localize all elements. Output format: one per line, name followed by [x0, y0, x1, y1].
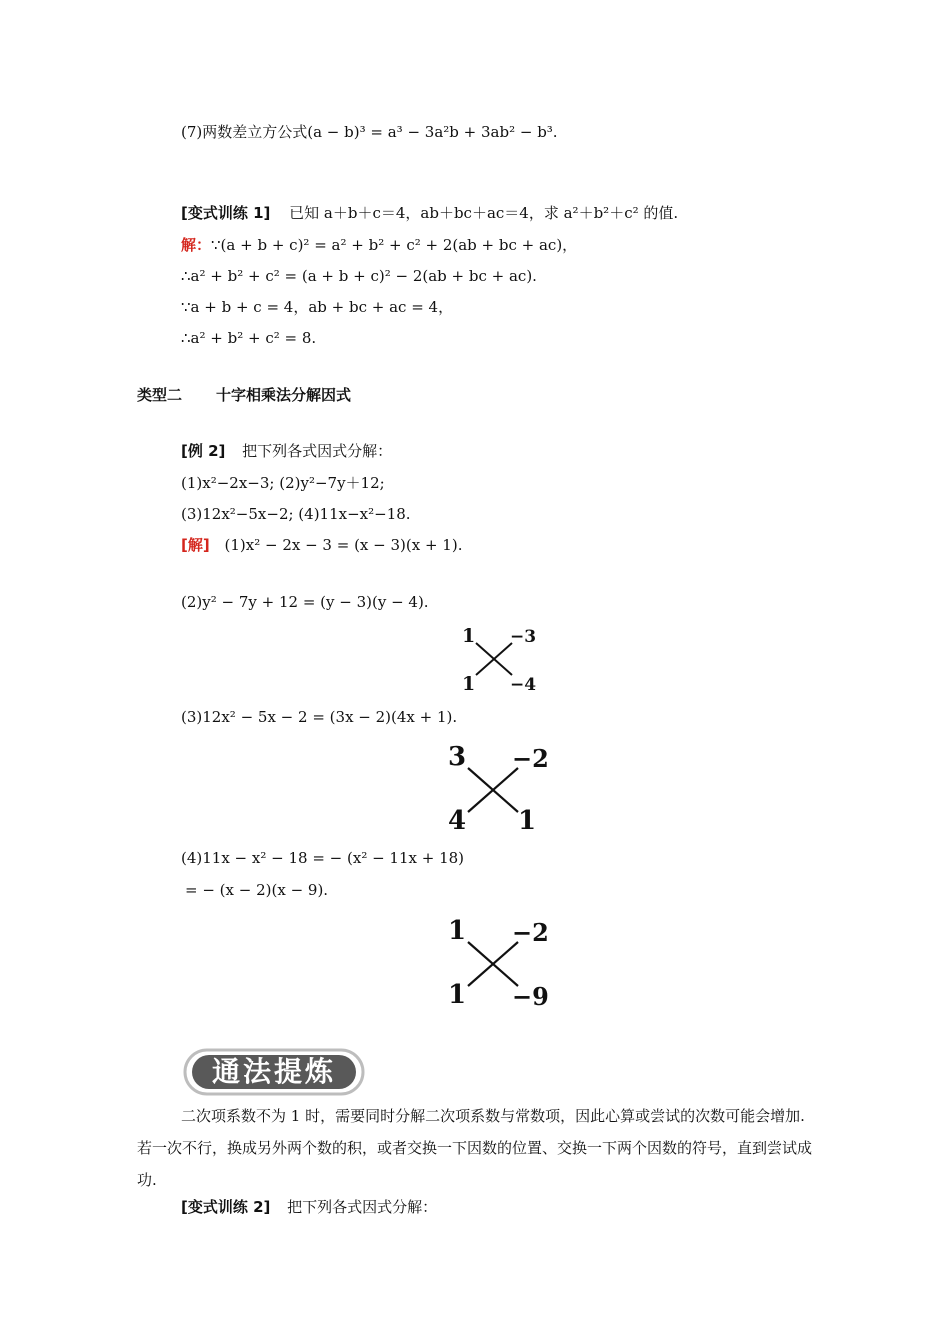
cross-1-top-right: −3 [510, 627, 537, 647]
cross-2-top-left: 3 [448, 742, 467, 772]
cross-diagram-3 [446, 916, 550, 1012]
variant-2-question: 把下列各式因式分解： [287, 1198, 438, 1216]
variant-1-solution-line-1 [181, 235, 577, 255]
example-2-label: [例 2] [181, 442, 226, 460]
method-summary-badge [183, 1046, 367, 1098]
method-paragraph: 二次项系数不为 1 时，需要同时分解二次项系数与常数项，因此心算或尝试的次数可能会增加.若一次不行，换成另外两个数的积，或者交换一下因数的位置、交换一下两个因数的符号，直到尝试成功. [137, 1107, 813, 1189]
variant-1-solution-line-3: ∵a + b + c = 4，ab + bc + ac = 4， [181, 298, 454, 316]
cross-3-bottom-right: −9 [512, 982, 549, 1011]
variant-1-solution-line-2: ∴a² + b² + c² = (a + b + c)² − 2(ab + bc + ac). [181, 267, 537, 285]
example-2-solution-2: (2)y² − 7y + 12 = (y − 3)(y − 4). [181, 593, 429, 611]
badge-text: 通法提炼 [211, 1055, 336, 1088]
example-2-solution-label: [解] [181, 536, 210, 554]
example-2-items-line-2: (3)12x²−5x−2; (4)11x−x²−18. [181, 505, 411, 523]
variant-2-label: [变式训练 2] [181, 1198, 271, 1216]
cross-1-bottom-right: −4 [510, 675, 537, 695]
solution-text: ∵(a + b + c)² = a² + b² + c² + 2(ab + bc + ac)， [211, 236, 578, 254]
cross-diagram-2 [446, 742, 550, 838]
cross-2-top-right: −2 [512, 744, 549, 773]
cross-2-bottom-left: 4 [448, 806, 467, 836]
section-label: 类型二 [137, 386, 183, 404]
cross-3-top-right: −2 [512, 918, 549, 947]
variant-training-1 [181, 203, 678, 223]
cross-3-bottom-left: 1 [448, 980, 467, 1010]
example-2 [181, 441, 392, 461]
variant-1-question: 已知 a＋b＋c＝4，ab＋bc＋ac＝4，求 a²＋b²＋c² 的值. [289, 204, 679, 222]
example-2-solution-4b: = − (x − 2)(x − 9). [185, 881, 329, 899]
solution-1-text: (1)x² − 2x − 3 = (x − 3)(x + 1). [224, 536, 463, 554]
cross-2-bottom-right: 1 [518, 806, 537, 836]
cross-diagram-1 [458, 625, 538, 697]
example-2-solution-3: (3)12x² − 5x − 2 = (3x − 2)(4x + 1). [181, 708, 458, 726]
section-title: 十字相乘法分解因式 [216, 386, 352, 404]
example-2-items-line-1: (1)x²−2x−3; (2)y²−7y＋12; [181, 474, 385, 492]
example-2-solution-4a: (4)11x − x² − 18 = − (x² − 11x + 18) [181, 849, 465, 867]
example-2-question: 把下列各式因式分解： [242, 442, 393, 460]
cross-1-top-left: 1 [462, 625, 476, 647]
section-heading [137, 384, 351, 405]
formula-7: (7)两数差立方公式(a − b)³ = a³ − 3a²b + 3ab² − b³. [181, 123, 558, 141]
variant-1-solution-line-4: ∴a² + b² + c² = 8. [181, 329, 317, 347]
cross-3-top-left: 1 [448, 916, 467, 946]
example-2-solution-1 [181, 535, 462, 555]
variant-training-2 [181, 1197, 437, 1217]
cross-1-bottom-left: 1 [462, 673, 476, 695]
solution-label: 解： [181, 236, 212, 254]
variant-1-label: [变式训练 1] [181, 204, 271, 222]
